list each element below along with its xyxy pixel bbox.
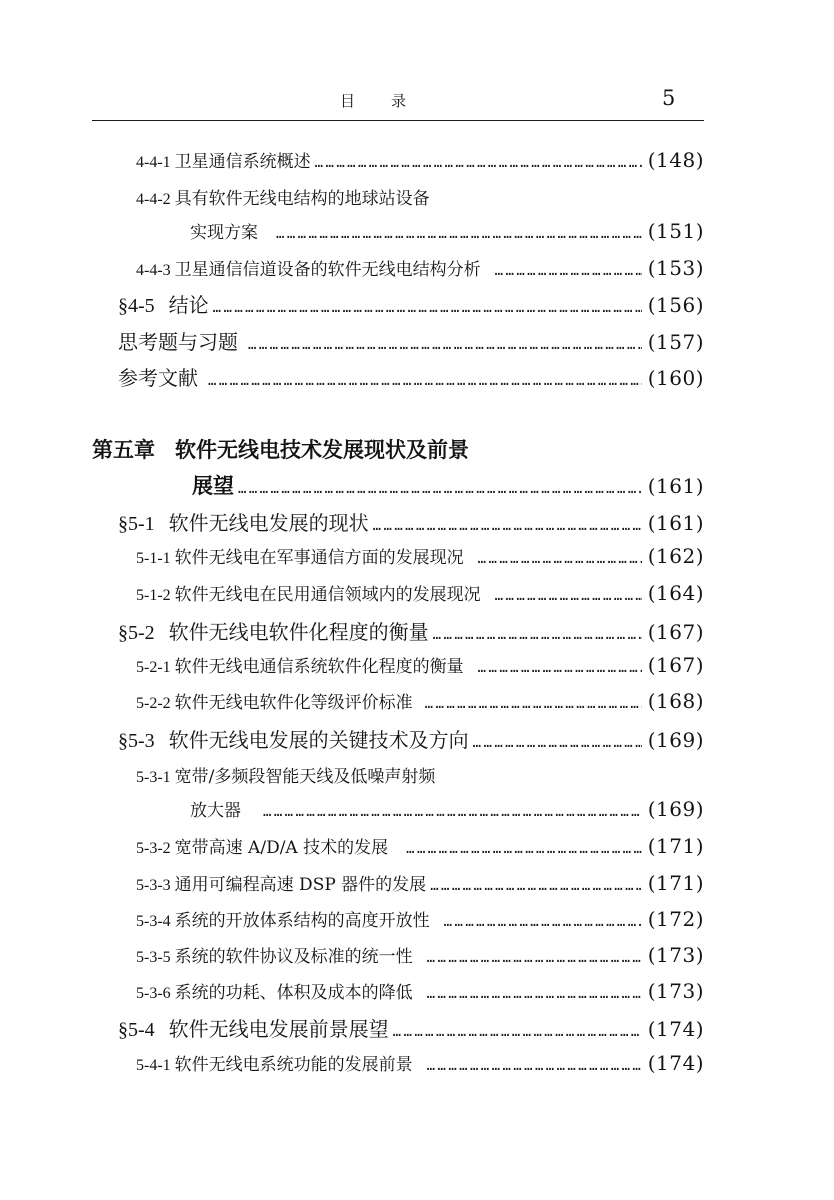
- entry-page: (161): [647, 511, 704, 535]
- entry-page: (169): [647, 797, 704, 821]
- toc-entry-section-5-3: [118, 724, 704, 753]
- leader-dots: [478, 660, 642, 676]
- entry-number: 5-3-6: [136, 985, 171, 1002]
- toc-entry-5-3-2: [136, 833, 704, 858]
- entry-page: (171): [647, 834, 704, 858]
- header-rule: [92, 120, 704, 121]
- entry-title: 系统的开放体系结构的高度开放性: [174, 911, 430, 931]
- toc-entry-5-3-5: [136, 942, 704, 967]
- toc-entry-5-3-4: [136, 906, 704, 931]
- entry-page: (148): [647, 148, 704, 172]
- leader-dots: [248, 337, 642, 353]
- toc-entry-exercises: [118, 326, 704, 355]
- toc-entry-5-2-2: [136, 688, 704, 713]
- entry-number: §4-5: [118, 295, 155, 317]
- entry-page: (173): [647, 979, 704, 1003]
- entry-title: 思考题与习题: [118, 330, 238, 354]
- toc-entry-4-4-1: [136, 147, 704, 172]
- entry-page: (172): [647, 907, 704, 931]
- leader-dots: [427, 986, 642, 1002]
- entry-number: 5-3-2: [136, 840, 171, 857]
- leader-dots: [406, 841, 642, 857]
- entry-title: 系统的软件协议及标准的统一性: [174, 947, 413, 967]
- toc-entry-chapter-5: [92, 434, 469, 464]
- toc-entry-4-4-3: [136, 255, 704, 280]
- entry-page: (151): [647, 219, 704, 243]
- entry-title: 系统的功耗、体积及成本的降低: [174, 983, 413, 1003]
- entry-title: 参考文献: [118, 366, 198, 390]
- leader-dots: [213, 300, 642, 316]
- entry-page: (161): [647, 474, 704, 498]
- toc-entry-section-5-2: [118, 616, 704, 645]
- entry-title: 软件无线电软件化程度的衡量: [168, 620, 429, 644]
- leader-dots: [393, 1024, 642, 1040]
- header-char-1: 目: [340, 92, 356, 110]
- toc-entry-section-4-5: [118, 289, 704, 318]
- entry-number: 5-4-1: [136, 1057, 171, 1074]
- entry-page: (157): [647, 330, 704, 354]
- entry-title: 具有软件无线电结构的地球站设备: [174, 189, 430, 209]
- entry-title: 结论: [168, 293, 209, 317]
- entry-page: (162): [647, 544, 704, 568]
- entry-title: 软件无线电在军事通信方面的发展现况: [174, 548, 464, 568]
- entry-title: 软件无线电系统功能的发展前景: [174, 1055, 413, 1075]
- entry-number: 5-3-1: [136, 769, 171, 786]
- entry-page: (160): [647, 366, 704, 390]
- toc-entry-chapter-5-cont: [192, 470, 704, 500]
- entry-number: §5-3: [118, 730, 155, 752]
- chapter-title-continued: 展望: [192, 474, 234, 498]
- entry-number: 5-3-3: [136, 877, 171, 894]
- entry-page: (153): [647, 256, 704, 280]
- entry-title-continued: 放大器: [190, 801, 241, 821]
- entry-number: 5-3-5: [136, 949, 171, 966]
- entry-title: 卫星通信信道设备的软件无线电结构分析: [174, 260, 481, 280]
- chapter-title: 软件无线电技术发展现状及前景: [175, 438, 469, 462]
- entry-page: (164): [647, 581, 704, 605]
- entry-page: (173): [647, 943, 704, 967]
- entry-page: (156): [647, 293, 704, 317]
- entry-number: 4-4-2: [136, 191, 171, 208]
- toc-entry-5-1-1: [136, 543, 704, 568]
- entry-title: 软件无线电发展的现状: [168, 511, 369, 535]
- toc-entry-5-3-1-cont: [190, 796, 704, 821]
- leader-dots: [433, 627, 642, 643]
- leader-dots: [495, 588, 642, 604]
- entry-number: 5-2-1: [136, 659, 171, 676]
- toc-entry-5-3-6: [136, 978, 704, 1003]
- page-number: 5: [662, 86, 676, 110]
- leader-dots: [425, 696, 642, 712]
- toc-entry-section-5-1: [118, 507, 704, 536]
- toc-entry-references: [118, 362, 704, 391]
- entry-number: §5-4: [118, 1019, 155, 1041]
- header-char-2: 录: [391, 92, 407, 110]
- chapter-number: 第五章: [92, 438, 155, 462]
- leader-dots: [208, 373, 642, 389]
- toc-entry-5-1-2: [136, 580, 704, 605]
- entry-number: 4-4-3: [136, 262, 171, 279]
- entry-number: §5-2: [118, 622, 155, 644]
- leader-dots: [373, 518, 642, 534]
- entry-number: 5-2-2: [136, 695, 171, 712]
- leader-dots: [478, 551, 642, 567]
- entry-page: (171): [647, 871, 704, 895]
- entry-number: 4-4-1: [136, 154, 171, 171]
- entry-title: 宽带/多频段智能天线及低噪声射频: [174, 767, 436, 787]
- entry-number: 5-1-1: [136, 550, 171, 567]
- running-header-title: [340, 90, 460, 111]
- leader-dots: [495, 263, 642, 279]
- entry-page: (167): [647, 653, 704, 677]
- leader-dots: [238, 481, 642, 497]
- entry-page: (174): [647, 1017, 704, 1041]
- entry-title: 宽带高速 A/D/A 技术的发展: [174, 838, 389, 858]
- entry-title: 软件无线电发展前景展望: [168, 1017, 389, 1041]
- leader-dots: [427, 950, 642, 966]
- entry-number: 5-1-2: [136, 587, 171, 604]
- toc-entry-4-4-2: [136, 184, 430, 209]
- leader-dots: [427, 1058, 642, 1074]
- entry-title: 通用可编程高速 DSP 器件的发展: [174, 875, 427, 895]
- entry-page: (169): [647, 728, 704, 752]
- entry-title-continued: 实现方案: [190, 223, 258, 243]
- leader-dots: [444, 914, 642, 930]
- leader-dots: [473, 735, 642, 751]
- toc-entry-4-4-2-cont: [190, 218, 704, 243]
- entry-page: (168): [647, 689, 704, 713]
- leader-dots: [276, 226, 642, 242]
- toc-entry-5-3-1: [136, 762, 435, 787]
- leader-dots: [430, 878, 642, 894]
- toc-entry-5-3-3: [136, 870, 704, 895]
- entry-number: 5-3-4: [136, 913, 171, 930]
- entry-number: §5-1: [118, 513, 155, 535]
- toc-entry-5-2-1: [136, 652, 704, 677]
- leader-dots: [315, 155, 642, 171]
- leader-dots: [263, 804, 642, 820]
- entry-title: 卫星通信系统概述: [174, 152, 311, 172]
- entry-title: 软件无线电软件化等级评价标准: [174, 693, 413, 713]
- entry-title: 软件无线电发展的关键技术及方向: [168, 728, 469, 752]
- entry-title: 软件无线电通信系统软件化程度的衡量: [174, 657, 464, 677]
- entry-page: (167): [647, 620, 704, 644]
- toc-entry-section-5-4: [118, 1013, 704, 1042]
- entry-page: (174): [647, 1051, 704, 1075]
- toc-entry-5-4-1: [136, 1050, 704, 1075]
- entry-title: 软件无线电在民用通信领域内的发展现况: [174, 585, 481, 605]
